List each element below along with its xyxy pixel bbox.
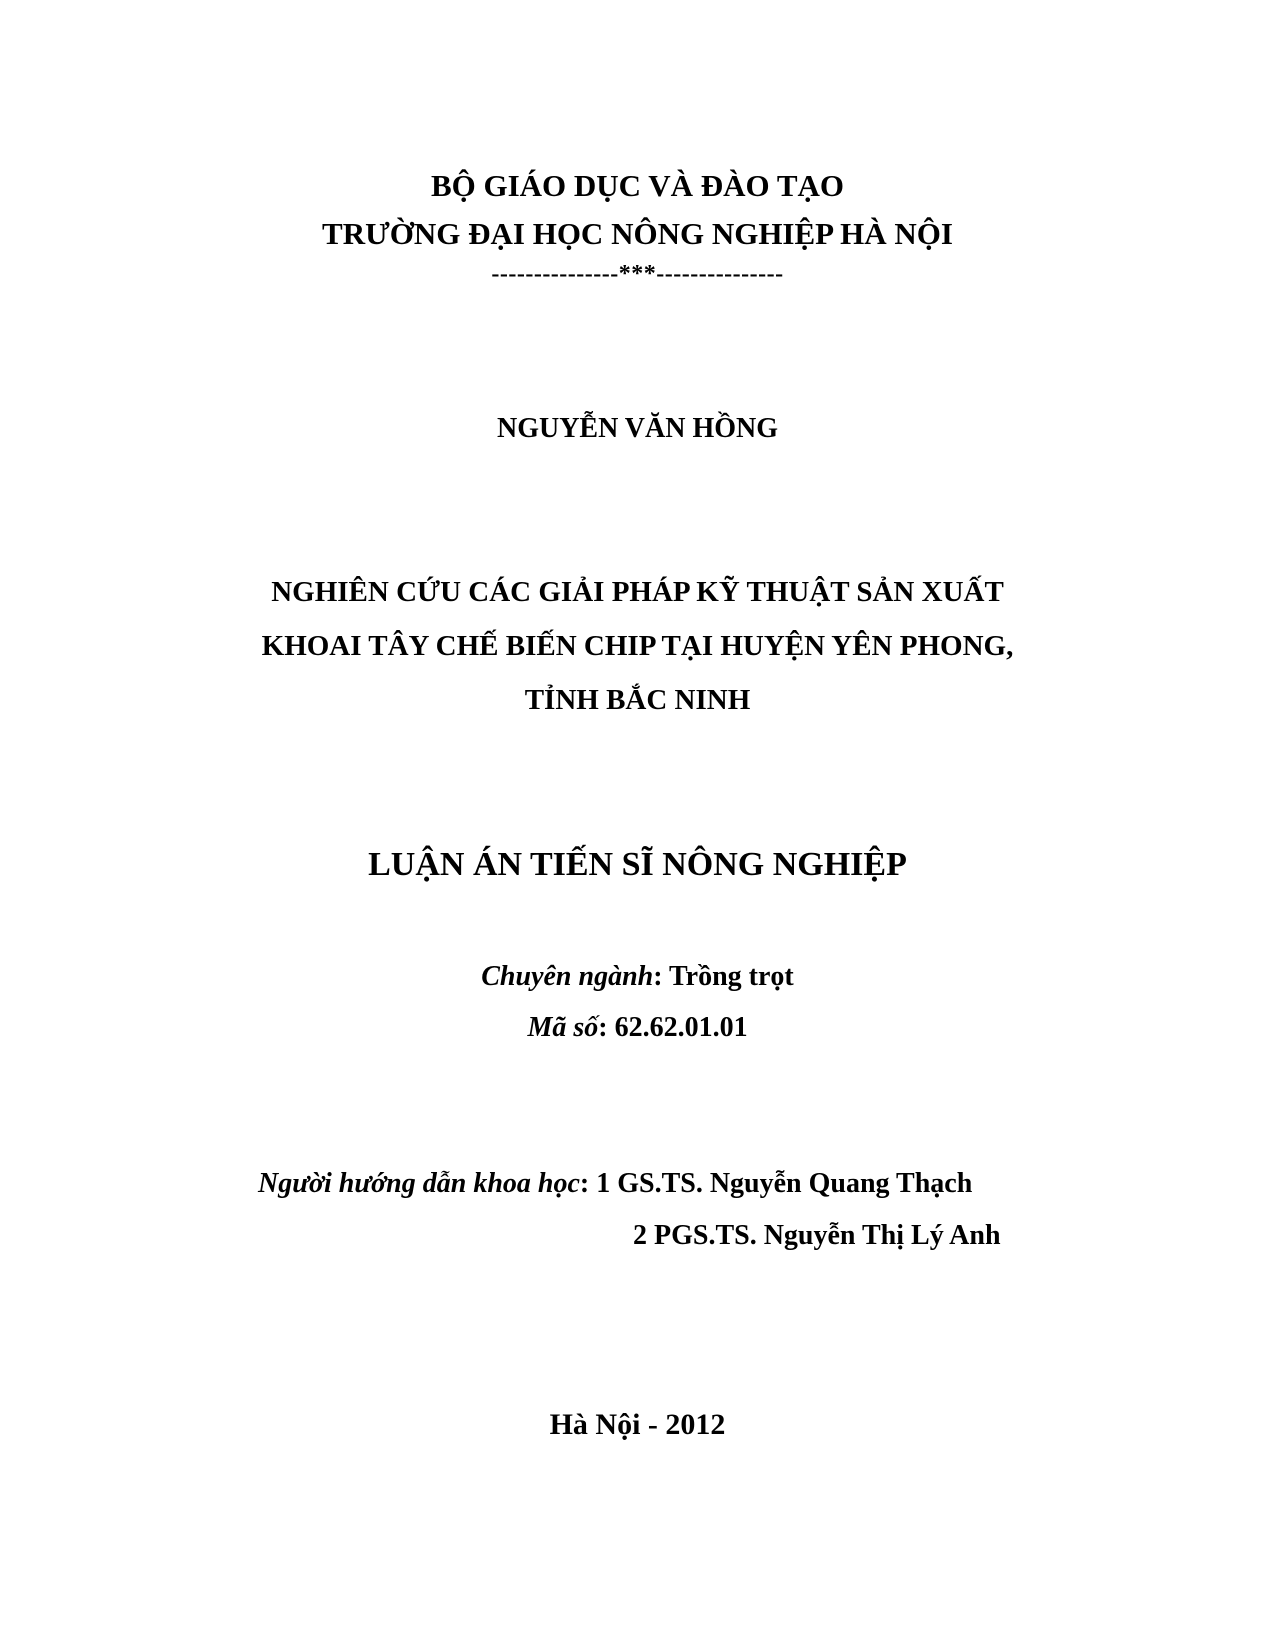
code-value: 62.62.01.01	[614, 1012, 748, 1043]
author-name: NGUYỄN VĂN HỒNG	[496, 413, 779, 444]
major-value: Trồng trọt	[669, 961, 794, 992]
thesis-title-line-2: KHOAI TÂY CHẾ BIẾN CHIP TẠI HUYỆN YÊN PHONG,	[261, 630, 1014, 662]
major-line	[0, 963, 1275, 991]
university-name: TRƯỜNG ĐẠI HỌC NÔNG NGHIỆP HÀ NỘI	[322, 216, 953, 251]
supervisor-line-1	[258, 1170, 972, 1198]
thesis-title-line-1: NGHIÊN CỨU CÁC GIẢI PHÁP KỸ THUẬT SẢN XUẤT	[271, 576, 1004, 608]
supervisor-first: 1 GS.TS. Nguyễn Quang Thạch	[596, 1168, 973, 1199]
ministry-name: BỘ GIÁO DỤC VÀ ĐÀO TẠO	[430, 168, 845, 203]
place-and-year: Hà Nội - 2012	[549, 1408, 726, 1441]
supervisor-separator: :	[579, 1168, 597, 1199]
code-separator: :	[598, 1012, 615, 1043]
decorative-separator: ---------------***---------------	[491, 261, 784, 287]
supervisor-second: 2 PGS.TS. Nguyễn Thị Lý Anh	[633, 1220, 1001, 1251]
degree-type: LUẬN ÁN TIẾN SĨ NÔNG NGHIỆP	[368, 846, 907, 883]
code-line	[0, 1014, 1275, 1042]
thesis-title-line-3: TỈNH BẮC NINH	[524, 684, 751, 716]
major-separator: :	[653, 961, 670, 992]
code-label: Mã số	[527, 1012, 599, 1043]
supervisor-label: Người hướng dẫn khoa học	[258, 1168, 580, 1199]
major-label: Chuyên ngành	[481, 961, 654, 992]
